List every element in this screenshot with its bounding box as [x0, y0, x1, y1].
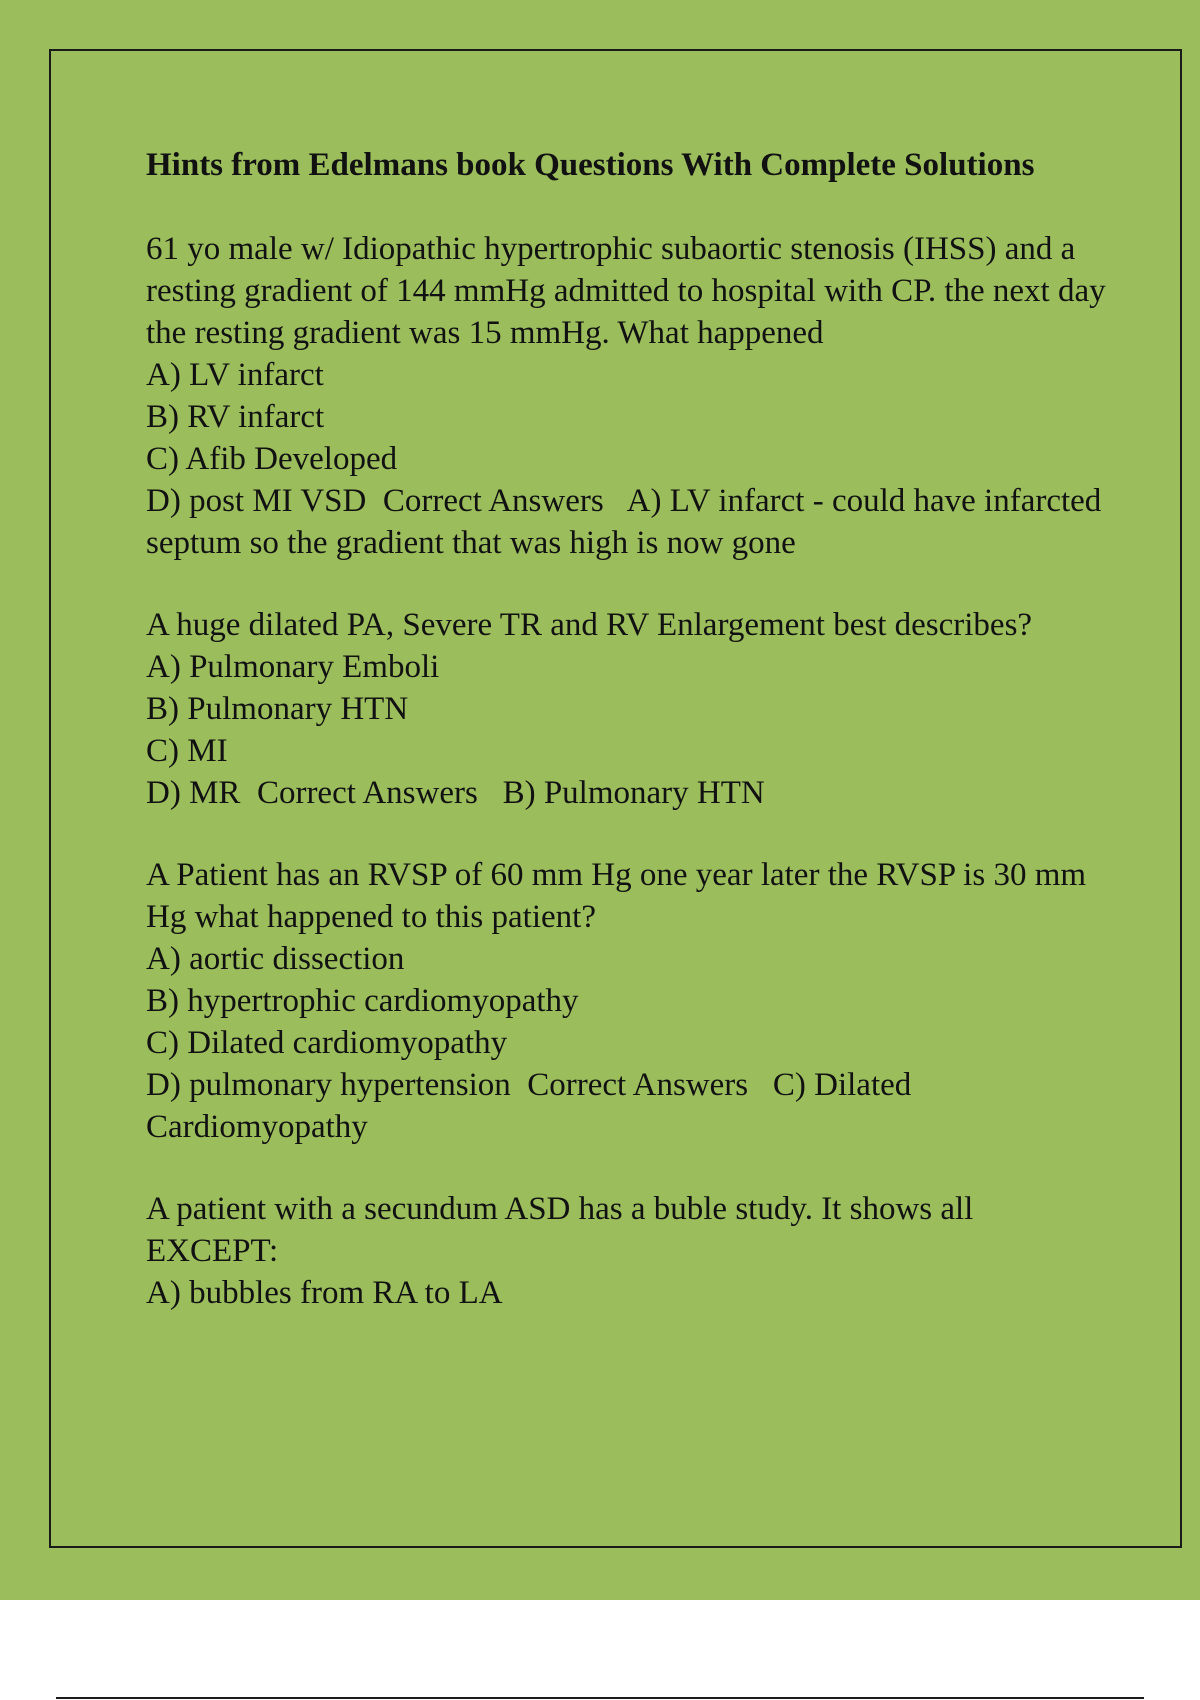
question-3-option-c: C) Dilated cardiomyopathy: [146, 1025, 508, 1061]
question-1: [146, 228, 1106, 564]
question-1-answer: A) LV infarct - could have infarcted septum so the gradient that was high is now gone: [146, 483, 1102, 561]
footer-rule: [56, 1697, 1144, 1699]
question-2-option-d: D) MR: [146, 775, 241, 811]
question-2-text: A huge dilated PA, Severe TR and RV Enlargement best describes?: [146, 607, 1033, 643]
document-title: Hints from Edelmans book Questions With Complete Solutions: [146, 147, 1035, 183]
question-4-text: A patient with a secundum ASD has a buble study. It shows all EXCEPT:: [146, 1191, 974, 1269]
question-2-option-c: C) MI: [146, 733, 228, 769]
question-1-option-a: A) LV infarct: [146, 357, 324, 393]
question-4: [146, 1188, 1106, 1314]
question-3: [146, 854, 1106, 1148]
document-content: [146, 144, 1106, 1354]
question-1-option-c: C) Afib Developed: [146, 441, 398, 477]
question-3-option-b: B) hypertrophic cardiomyopathy: [146, 983, 579, 1019]
question-3-option-d: D) pulmonary hypertension: [146, 1067, 511, 1103]
question-1-option-d: D) post MI VSD: [146, 483, 367, 519]
question-2: [146, 604, 1106, 814]
question-2-option-b: B) Pulmonary HTN: [146, 691, 409, 727]
question-1-option-b: B) RV infarct: [146, 399, 325, 435]
question-1-answer-label: Correct Answers: [382, 483, 604, 519]
question-3-option-a: A) aortic dissection: [146, 941, 405, 977]
question-3-text: A Patient has an RVSP of 60 mm Hg one year later the RVSP is 30 mm Hg what happened to this patient?: [146, 857, 1087, 935]
question-2-answer: B) Pulmonary HTN: [502, 775, 765, 811]
question-4-option-a: A) bubbles from RA to LA: [146, 1275, 503, 1311]
question-3-answer-label: Correct Answers: [527, 1067, 749, 1103]
question-1-text: 61 yo male w/ Idiopathic hypertrophic subaortic stenosis (IHSS) and a resting gradient of 144 mmHg admitted to hospital with CP. the next day the resting gradient was 15 mmHg. What happened: [146, 231, 1106, 351]
question-2-answer-label: Correct Answers: [256, 775, 478, 811]
question-2-option-a: A) Pulmonary Emboli: [146, 649, 440, 685]
question-3-answer: C) Dilated Cardiomyopathy: [146, 1067, 912, 1145]
